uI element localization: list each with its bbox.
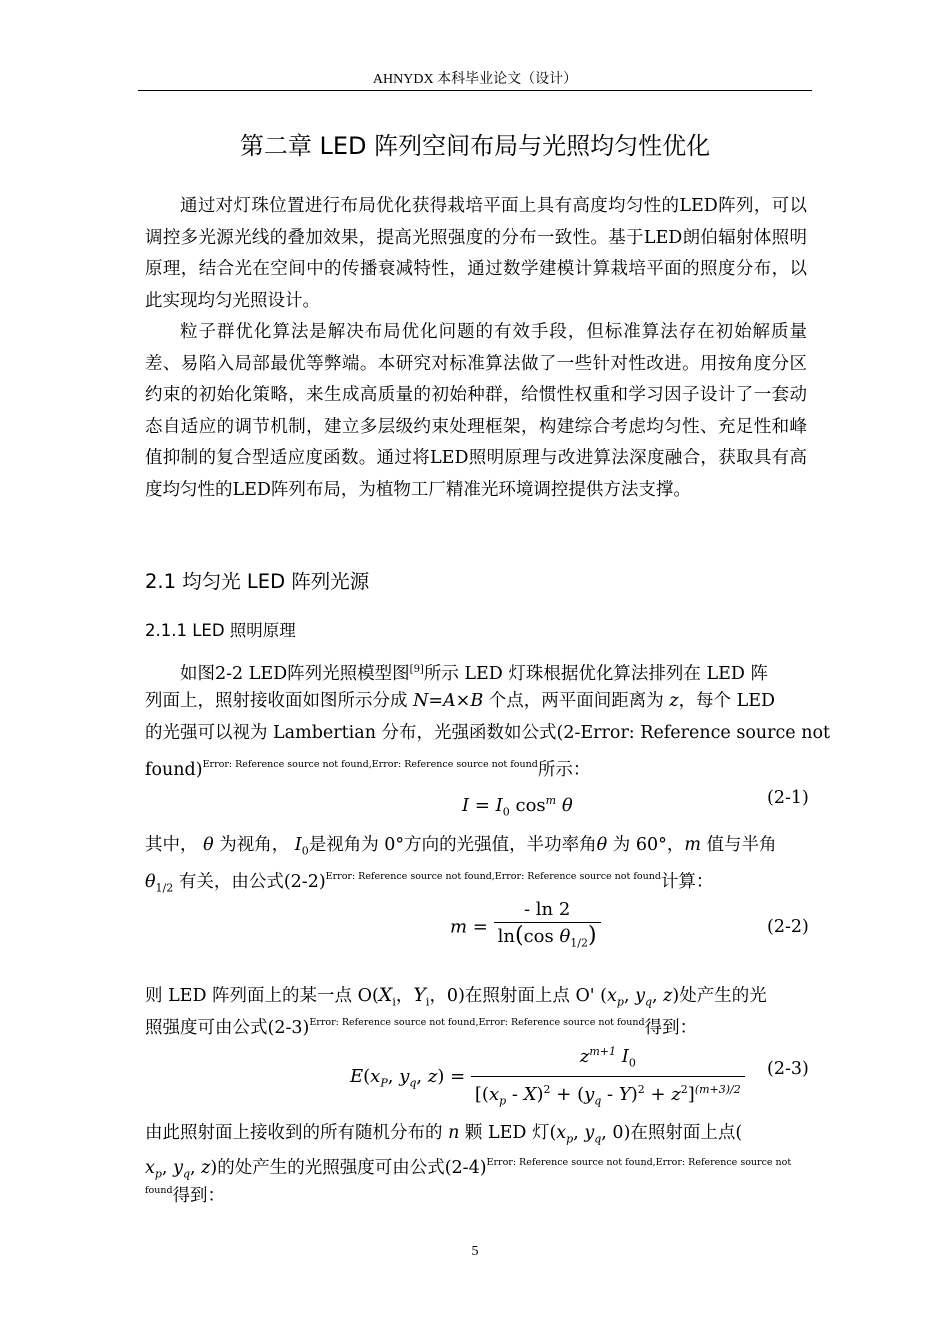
equation-2-3: $E(x_P$, $y_q$, z) = $\frac{z^{m+1} I_0}{[(x_p - X)^2 + (y_q - Y)^2 + z^2]^{(m+3)/2}}$	[350, 1040, 745, 1114]
body-line-8: 照强度可由公式$(2-3)^{Error: Reference source not found,Error: Reference source not found}$得到：	[145, 1017, 698, 1038]
error-ref: Error: Reference source not found,Error: Reference source not found	[202, 759, 538, 770]
equation-2-1: $I = I_0$ $\cos^m \theta$	[462, 794, 573, 819]
body-line-9: 由此照射面上接收到的所有随机分布的 n 颗 LED 灯($x_p$, $y_q$, 0)在照射面上点(	[145, 1123, 743, 1146]
equation-number-2-3: (2-3)	[767, 1059, 809, 1079]
equation-number-2-2: (2-2)	[767, 917, 809, 937]
body-line-2: 列面上，照射接收面如图所示分成 N=A×B 个点，两平面间距离为 z，每个 LED	[145, 691, 776, 711]
body-line-6: $\theta_{1/2}$ 有关，由公式$(2-2)^{Error: Reference source not found,Error: Reference source not found}$计算：	[145, 871, 714, 895]
section-heading-2-1-1: 2.1.1 LED 照明原理	[145, 621, 296, 640]
equation-2-2: m = $\frac{- \ln 2}{\ln(\cos \theta_{1/2})}$	[450, 898, 601, 957]
citation-ref: [9]	[409, 664, 424, 675]
body-line-5: 其中， θ 为视角， $I_0$是视角为 0°方向的光强值，半功率角θ 为 60°，m 值与半角	[145, 835, 777, 858]
body-line-10: $x_p$, $y_q$, z)的处产生的光照强度可由公式$(2-4)^{Error: Reference source not found,Error: Reference source not}$	[145, 1157, 792, 1181]
section-heading-2-1: 2.1 均匀光 LED 阵列光源	[145, 570, 370, 593]
header-rule	[138, 90, 812, 91]
chapter-title: 第二章 LED 阵列空间布局与光照均匀性优化	[239, 132, 711, 160]
body-line-7: 则 LED 阵列面上的某一点 $O(X_i$，$Y_i$，0)在照射面上点 O' ($x_p$, $y_q$, z)处产生的光	[145, 984, 767, 1009]
body-line-4: found)$^{Error: Reference source not found,Error: Reference source not found}$所示：	[145, 759, 591, 780]
running-header: AHNYDX 本科毕业论文（设计）	[372, 72, 578, 87]
body-line-1: 如图2-2 LED阵列光照模型图[9]所示 LED 灯珠根据优化算法排列在 LED 阵	[180, 664, 768, 684]
page-number: 5	[471, 1244, 479, 1259]
intro-paragraph-2: 粒子群优化算法是解决布局优化问题的有效手段，但标准算法存在初始解质量差、易陷入局部最优等弊端。本研究对标准算法做了一些针对性改进。用按角度分区约束的初始化策略，来生成高质量的初始种群，给惯性权重和学习因子设计了一套动态自适应的调节机制，建立多层级约束处理框架，构建综合考虑均匀性、充足性和峰值抑制的复合型适应度函数。通过将LED照明原理与改进算法深度融合，获取具有高度均匀性的LED阵列布局，为植物工厂精准光环境调控提供方法支撑。	[145, 322, 807, 500]
body-line-3: 的光强可以视为 Lambertian 分布，光强函数如公式(2-Error: Reference source not	[145, 723, 831, 743]
equation-number-2-1: (2-1)	[767, 788, 809, 808]
intro-paragraph-1: 通过对灯珠位置进行布局优化获得栽培平面上具有高度均匀性的LED阵列，可以调控多光源光线的叠加效果，提高光照强度的分布一致性。基于LED朗伯辐射体照明原理，结合光在空间中的传播衰减特性，通过数学建模计算栽培平面的照度分布，以此实现均匀光照设计。	[145, 196, 807, 311]
body-line-11: $^{found}$得到：	[145, 1185, 226, 1206]
